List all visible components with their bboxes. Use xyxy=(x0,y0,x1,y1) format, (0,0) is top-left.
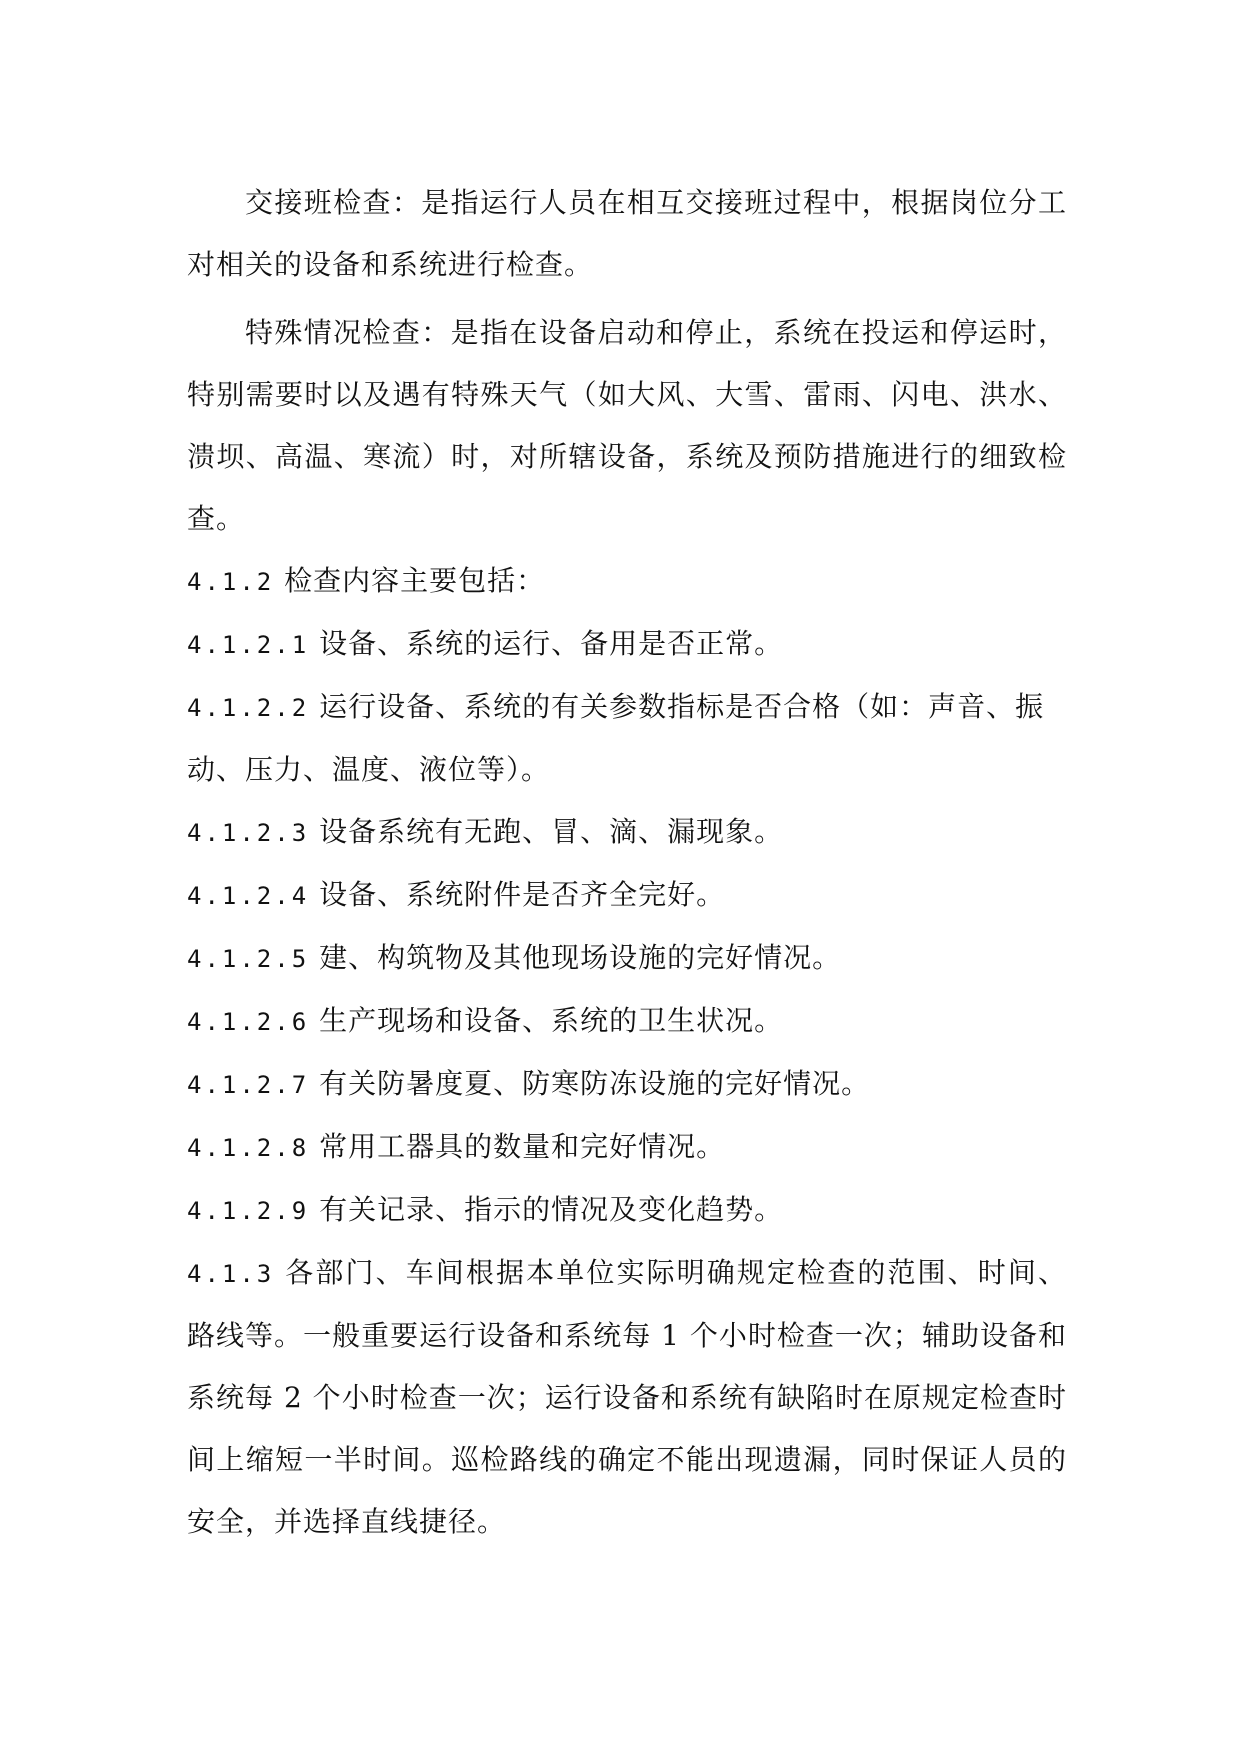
clause-4-1-2-1 xyxy=(187,613,1067,676)
clause-text: 检查内容主要包括： xyxy=(284,564,546,597)
clause-text: 各部门、车间根据本单位实际明确规定检查的范围、时间、路线等。一般重要运行设备和系统每 1 个小时检查一次；辅助设备和系统每 2 个小时检查一次；运行设备和系统有缺陷时在原规定检查时间上缩短一半时间。巡检路线的确定不能出现遗漏，同时保证人员的安全，并选择直线捷径。 xyxy=(187,1256,1067,1538)
clause-4-1-3 xyxy=(187,1242,1067,1553)
clause-4-1-2 xyxy=(187,550,1067,613)
clause-text: 有关记录、指示的情况及变化趋势。 xyxy=(319,1193,784,1226)
clause-number: 4.1.2.5 xyxy=(187,945,310,973)
clause-number: 4.1.2.7 xyxy=(187,1071,310,1099)
clause-number: 4.1.2.4 xyxy=(187,882,310,910)
clause-4-1-2-2 xyxy=(187,676,1067,801)
clause-text: 设备系统有无跑、冒、滴、漏现象。 xyxy=(319,815,784,848)
clause-4-1-2-7 xyxy=(187,1053,1067,1116)
clause-text: 有关防暑度夏、防寒防冻设施的完好情况。 xyxy=(319,1067,871,1100)
clause-text: 生产现场和设备、系统的卫生状况。 xyxy=(319,1004,784,1037)
clause-number: 4.1.2.3 xyxy=(187,819,310,847)
clause-4-1-2-6 xyxy=(187,990,1067,1053)
clause-text: 设备、系统附件是否齐全完好。 xyxy=(319,878,726,911)
clause-number: 4.1.2.2 xyxy=(187,694,310,722)
paragraph-special-inspection: 特殊情况检查：是指在设备启动和停止，系统在投运和停运时，特别需要时以及遇有特殊天气（如大风、大雪、雷雨、闪电、洪水、溃坝、高温、寒流）时，对所辖设备，系统及预防措施进行的细致检查。 xyxy=(187,316,1067,535)
clause-number: 4.1.2.8 xyxy=(187,1134,310,1162)
paragraph-handover-inspection: 交接班检查：是指运行人员在相互交接班过程中，根据岗位分工对相关的设备和系统进行检查。 xyxy=(187,186,1067,281)
document-body xyxy=(187,172,1067,1553)
clause-4-1-2-8 xyxy=(187,1116,1067,1179)
clause-text: 建、构筑物及其他现场设施的完好情况。 xyxy=(319,941,842,974)
clause-4-1-2-4 xyxy=(187,864,1067,927)
clause-number: 4.1.2.9 xyxy=(187,1197,310,1225)
clause-text: 运行设备、系统的有关参数指标是否合格（如：声音、振动、压力、温度、液位等）。 xyxy=(187,690,1045,786)
clause-number: 4.1.3 xyxy=(187,1260,275,1288)
clause-4-1-2-3 xyxy=(187,801,1067,864)
clause-number: 4.1.2 xyxy=(187,568,275,596)
clause-number: 4.1.2.1 xyxy=(187,631,310,659)
clause-4-1-2-5 xyxy=(187,927,1067,990)
clause-number: 4.1.2.6 xyxy=(187,1008,310,1036)
clause-text: 常用工器具的数量和完好情况。 xyxy=(319,1130,726,1163)
clause-4-1-2-9 xyxy=(187,1179,1067,1242)
clause-text: 设备、系统的运行、备用是否正常。 xyxy=(319,627,784,660)
